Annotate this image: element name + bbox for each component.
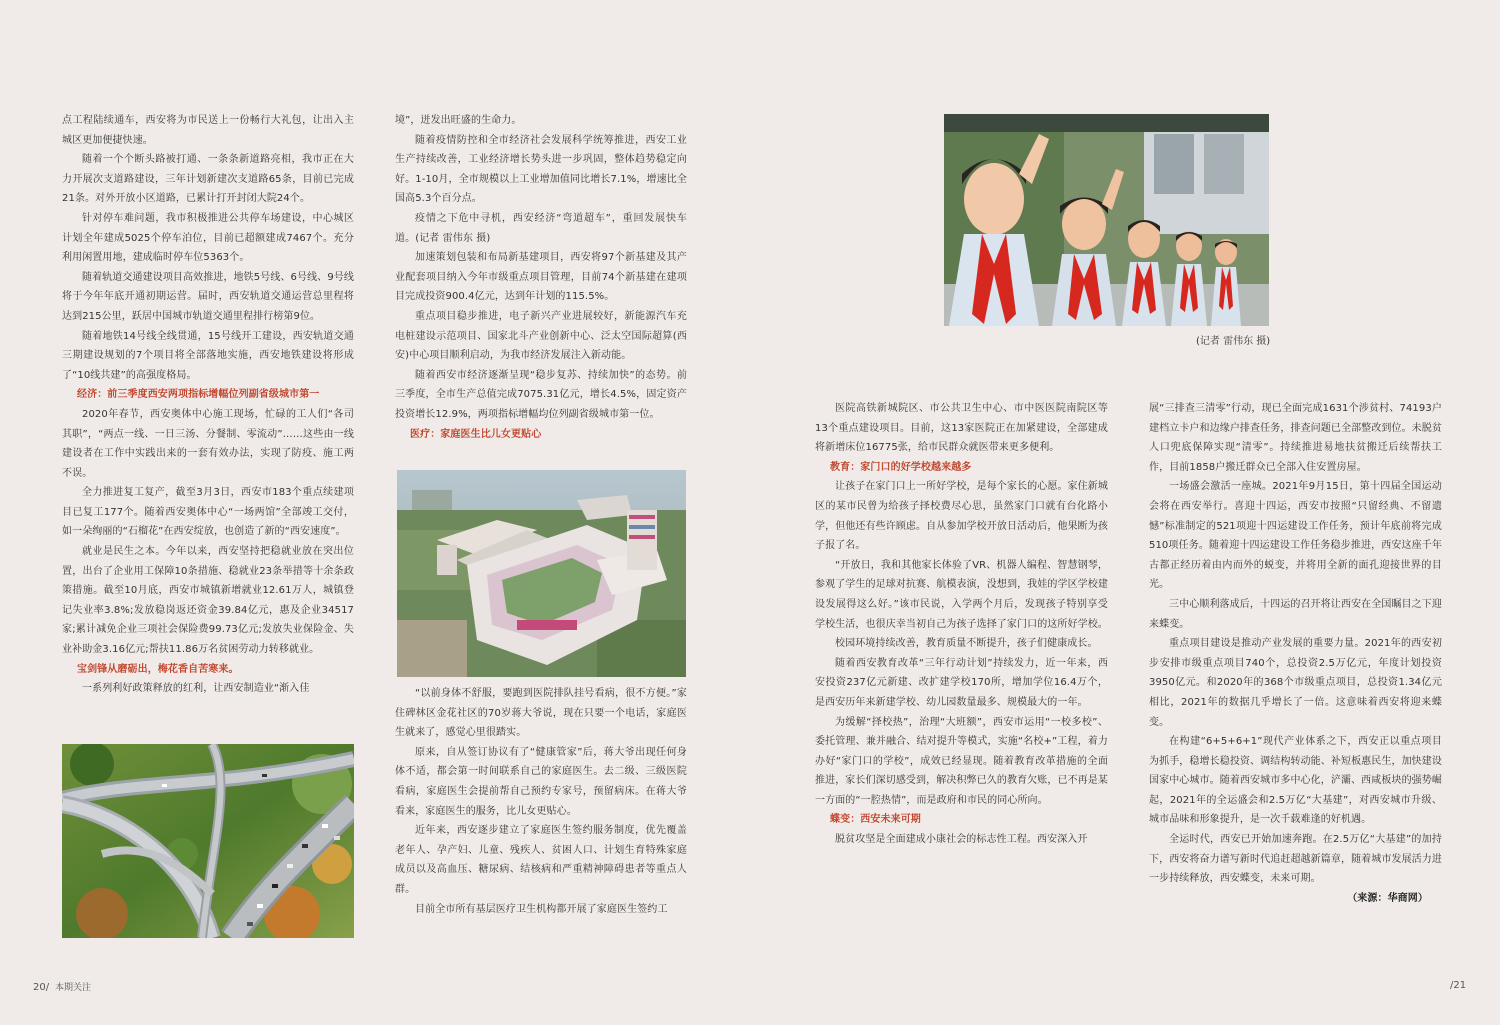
article-column-1	[62, 111, 354, 699]
paragraph: 让孩子在家门口上一所好学校，是每个家长的心愿。家住新城区的某市民曾为给孩子择校费尽心思，虽然家门口就有台化路小学，但他还有些许顾虑。自从参加学校开放日活动后，他果断为孩子报了名。	[815, 481, 1108, 552]
photo-caption: (记者 雷伟东 摄)	[1196, 336, 1271, 347]
right-page-footer	[1450, 980, 1466, 991]
paragraph: 全运时代，西安已开始加速奔跑。在2.5万亿“大基建”的加持下，西安将奋力谱写新时代追赶超越新篇章，随着城市发展活力进一步持续释放，西安蝶变，未来可期。	[1149, 834, 1442, 885]
paragraph: 在构建“6+5+6+1”现代产业体系之下，西安正以重点项目为抓手，稳增长稳投资、调结构转动能、补短板惠民生，加快建设国家中心城市。随着西安城市多中心化，浐灞、西咸板块的强势崛起，2021年的全运盛会和2.5万亿“大基建”，对西安城市升级、城市品味和形象提升，是一次千载难逢的好机遇。	[1149, 736, 1442, 826]
paragraph: 近年来，西安逐步建立了家庭医生签约服务制度，优先覆盖老年人、孕产妇、儿童、残疾人、贫困人口、计划生育特殊家庭成员以及高血压、糖尿病、结核病和严重精神障碍患者等重点人群。	[395, 825, 687, 895]
paragraph: 针对停车难问题，我市积极推进公共停车场建设，中心城区计划全年建成5025个停车泊位，目前已超额建成7467个。充分利用闲置用地，建成临时停车位5363个。	[62, 212, 354, 264]
paragraph: 随着地铁14号线全线贯通，15号线开工建设，西安轨道交通三期建设规划的7个项目将全部落地实施，西安地铁建设将形成了“10线共建”的高强度格局。	[62, 330, 354, 381]
paragraph: 随着轨道交通建设项目高效推进，地铁5号线、6号线、9号线将于今年年底开通初期运营。届时，西安轨道交通运营总里程将达到215公里，跃居中国城市轨道交通里程排行榜第9位。	[62, 271, 354, 322]
paragraph: 点工程陆续通车，西安将为市民送上一份畅行大礼包，让出入主城区更加便捷快速。	[62, 115, 354, 146]
paragraph: 展“三排查三清零”行动，现已全面完成1631个涉贫村、74193户建档立卡户和边缘户排查任务，排查问题已全部整改到位。未脱贫人口兜底保障实现“清零”。持续推进易地扶贫搬迁后续帮扶工作，目前1858户搬迁群众已全部入住安置房屋。	[1149, 403, 1442, 473]
article-column-4	[1149, 399, 1442, 908]
section-heading-transformation: 蝶变：西安未来可期	[830, 814, 921, 826]
paragraph: 一场盛会激活一座城。2021年9月15日，第十四届全国运动会将在西安举行。喜迎十四运，西安市按照“只留经典、不留遗憾”标准制定的521项迎十四运建设工作任务，预计年底前将完成510项任务。随着迎十四运建设工作任务稳步推进，西安这座千年古都正经历着由内而外的蜕变，并将用全新的面孔迎接世界的目光。	[1149, 481, 1442, 591]
page-number-left: 20/	[33, 982, 50, 993]
paragraph: 就业是民生之本。今年以来，西安坚持把稳就业放在突出位置，出台了企业用工保障10条措施、稳就业23条举措等十余条政策措施。截至10月底，西安市城镇新增就业12.61万人，城镇登记失业率3.8%;发放稳岗返还资金39.84亿元，惠及企业34517家;累计减免企业三项社会保险费99.73亿元;发放失业保险金、失业补助金3.16亿元;帮扶11.86万名贫困劳动力转移就业。	[62, 546, 354, 656]
article-source: （来源：华商网）	[1347, 892, 1428, 904]
paragraph: 随着西安市经济逐渐呈现“稳步复苏、持续加快”的态势。前三季度，全市生产总值完成7075.31亿元，增长4.5%，固定资产投资增长12.9%，两项指标增幅均位列副省级城市第一位。	[395, 369, 687, 420]
students-saluting-photo	[944, 114, 1269, 326]
paragraph: 医院高铁新城院区、市公共卫生中心、市中医医院南院区等13个重点建设项目。目前，这13家医院正在加紧建设，全部建成将新增床位16775张，给市民群众就医带来更多便利。	[815, 403, 1108, 454]
paragraph: 2020年春节，西安奥体中心施工现场，忙碌的工人们“各司其职”，“两点一线、一日三汤、分餐制、零流动”……这些由一线建设者在工作中实践出来的一套有效办法，实现了防疫、施工两不误。	[62, 408, 354, 479]
hospital-aerial-photo	[397, 470, 686, 677]
highway-interchange-photo	[62, 744, 354, 938]
paragraph: 校园环境持续改善，教育质量不断提升，孩子们健康成长。	[835, 638, 1098, 650]
paragraph: 三中心顺利落成后，十四运的召开将让西安在全国瞩目之下迎来蝶变。	[1149, 598, 1442, 630]
left-page-footer	[33, 980, 91, 993]
section-subheading: 宝剑锋从磨砺出，梅花香自苦寒来。	[77, 663, 239, 675]
paragraph: 随着疫情防控和全市经济社会发展科学统筹推进，西安工业生产持续改善，工业经济增长势头进一步巩固，整体趋势稳定向好。1-10月，全市规模以上工业增加值同比增长7.1%，增速比全国高5.3个百分点。	[395, 134, 687, 205]
section-heading-medical: 医疗：家庭医生比儿女更贴心	[410, 428, 542, 440]
paragraph: 为缓解“择校热”，治理“大班额”，西安市运用“一校多校”、委托管理、兼并融合、结对提升等模式，实施“名校+”工程，着力办好“家门口的学校”，成效已经显现。随着教育改革措施的全面推进，家长们深切感受到，解决积弊已久的教育欠账，已不再是某一方面的“一腔热情”，而是政府和市民的同心所向。	[815, 716, 1108, 806]
article-column-2	[395, 111, 687, 444]
paragraph: 重点项目建设是推动产业发展的重要力量。2021年的西安初步安排市级重点项目740个，总投资2.5万亿元，年度计划投资3950亿元。和2020年的368个市级重点项目，总投资1.34亿元相比，2021年的数据几乎增长了一倍。这意味着西安将迎来蝶变。	[1149, 638, 1442, 728]
page-number-right: /21	[1450, 980, 1467, 991]
paragraph: 重点项目稳步推进，电子新兴产业进展较好，新能源汽车充电桩建设示范项目、国家北斗产业创新中心、泛太空国际超算(西安)中心项目顺利启动，为我市经济发展注入新动能。	[395, 310, 687, 362]
paragraph: 一系列利好政策释放的红利，让西安制造业“渐入佳	[82, 683, 310, 695]
paragraph: 境”，迸发出旺盛的生命力。	[395, 115, 522, 126]
paragraph: “开放日，我和其他家长体验了VR、机器人编程、智慧钢琴，参观了学生的足球对抗赛、航模表演，没想到，我娃的学区学校建设发展得这么好。”该市民说，入学两个月后，发现孩子特别享受学校生活，也很庆幸当初自己为孩子选择了家门口的这所好学校。	[815, 559, 1108, 630]
paragraph: 目前全市所有基层医疗卫生机构都开展了家庭医生签约工	[415, 903, 668, 915]
paragraph: 疫情之下危中寻机，西安经济“弯道超车”，重回发展快车道。(记者 雷伟东 摄)	[395, 212, 687, 244]
paragraph: “以前身体不舒服，要跑到医院排队挂号看病，很不方便。”家住碑林区金花社区的70岁蒋大爷说，现在只要一个电话，家庭医生就来了，感觉心里很踏实。	[395, 688, 687, 739]
section-name: 本期关注	[54, 983, 91, 993]
article-column-3	[815, 399, 1108, 850]
paragraph: 脱贫攻坚是全面建成小康社会的标志性工程。西安深入开	[835, 834, 1088, 846]
section-heading-economy: 经济：前三季度西安两项指标增幅位列副省级城市第一	[77, 389, 320, 401]
paragraph: 全力推进复工复产，截至3月3日，西安市183个重点续建项目已复工177个。随着西安奥体中心“一场两馆”全部竣工交付，如一朵绚丽的“石榴花”在西安绽放，也创造了新的“西安速度”。	[62, 487, 354, 538]
article-column-2-continued	[395, 684, 687, 919]
paragraph: 原来，自从签订协议有了“健康管家”后，蒋大爷出现任何身体不适，都会第一时间联系自己的家庭医生。去二级、三级医院看病，家庭医生会提前帮自己预约专家号，预留病床。在蒋大爷看来，家庭医生的服务，比儿女更贴心。	[395, 746, 687, 817]
paragraph: 随着西安教育改革“三年行动计划”持续发力，近一年来，西安投资237亿元新建、改扩建学校170所，增加学位16.4万个，是西安历年来新建学校、幼儿园数量最多、规模最大的一年。	[815, 657, 1108, 708]
paragraph: 加速策划包装和布局新基建项目，西安将97个新基建及其产业配套项目纳入今年市级重点项目管理，目前74个新基建在建项目完成投资900.4亿元，达到年计划的115.5%。	[395, 252, 687, 303]
section-heading-education: 教育：家门口的好学校越来越多	[830, 461, 972, 473]
paragraph: 随着一个个断头路被打通、一条条新道路亮相，我市正在大力开展次支道路建设，三年计划新建次支道路65条，目前已完成21条。对外开放小区道路，已累计打开封闭大院24个。	[62, 154, 354, 205]
